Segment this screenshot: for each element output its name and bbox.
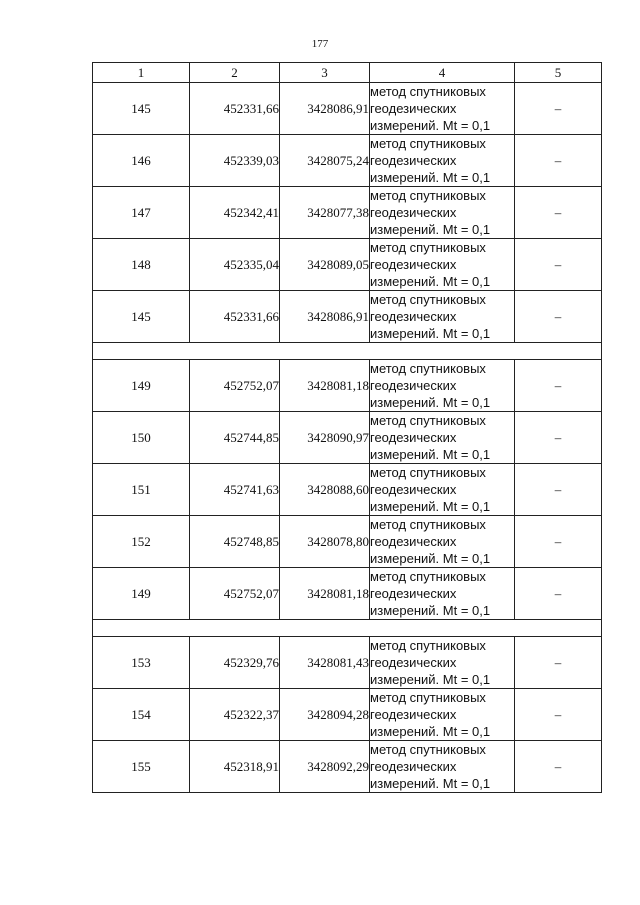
table-row <box>93 464 602 516</box>
point-number-cell: 145 <box>93 291 190 343</box>
method-text-line: измерений. Mt = 0,1 <box>370 603 491 618</box>
point-number-cell: 147 <box>93 187 190 239</box>
table-row <box>93 83 602 135</box>
point-number-cell: 146 <box>93 135 190 187</box>
group-separator-row <box>93 620 602 637</box>
table-body <box>93 83 602 793</box>
group-separator-row <box>93 343 602 360</box>
method-text-line: геодезических <box>370 655 457 670</box>
method-text-line: метод спутниковых <box>370 188 486 203</box>
empty-value-dash-cell: – <box>515 239 602 291</box>
method-text-line: измерений. Mt = 0,1 <box>370 776 491 791</box>
x-coordinate-cell: 452752,07 <box>190 568 280 620</box>
x-coordinate-cell: 452342,41 <box>190 187 280 239</box>
x-coordinate-cell: 452748,85 <box>190 516 280 568</box>
y-coordinate-cell: 3428092,29 <box>280 741 370 793</box>
y-coordinate-cell: 3428077,38 <box>280 187 370 239</box>
method-cell <box>370 291 515 343</box>
point-number-cell: 149 <box>93 568 190 620</box>
empty-value-dash-cell: – <box>515 135 602 187</box>
method-text-line: геодезических <box>370 257 457 272</box>
table-row <box>93 568 602 620</box>
column-header-5: 5 <box>515 63 602 83</box>
method-text-line: измерений. Mt = 0,1 <box>370 499 491 514</box>
table-header-row <box>93 63 602 83</box>
empty-value-dash-cell: – <box>515 568 602 620</box>
x-coordinate-cell: 452322,37 <box>190 689 280 741</box>
x-coordinate-cell: 452329,76 <box>190 637 280 689</box>
table-row <box>93 239 602 291</box>
method-cell <box>370 239 515 291</box>
empty-value-dash-cell: – <box>515 741 602 793</box>
empty-value-dash-cell: – <box>515 516 602 568</box>
y-coordinate-cell: 3428078,80 <box>280 516 370 568</box>
table-row <box>93 689 602 741</box>
method-text-line: метод спутниковых <box>370 240 486 255</box>
empty-value-dash-cell: – <box>515 187 602 239</box>
method-cell <box>370 741 515 793</box>
table-row <box>93 741 602 793</box>
table-row <box>93 187 602 239</box>
x-coordinate-cell: 452335,04 <box>190 239 280 291</box>
method-text-line: метод спутниковых <box>370 84 486 99</box>
method-text-line: метод спутниковых <box>370 569 486 584</box>
point-number-cell: 145 <box>93 83 190 135</box>
point-number-cell: 154 <box>93 689 190 741</box>
y-coordinate-cell: 3428086,91 <box>280 291 370 343</box>
method-cell <box>370 516 515 568</box>
method-text-line: геодезических <box>370 205 457 220</box>
empty-value-dash-cell: – <box>515 464 602 516</box>
column-header-4: 4 <box>370 63 515 83</box>
method-text-line: измерений. Mt = 0,1 <box>370 447 491 462</box>
x-coordinate-cell: 452741,63 <box>190 464 280 516</box>
method-text-line: метод спутниковых <box>370 292 486 307</box>
method-text-line: метод спутниковых <box>370 413 486 428</box>
method-text-line: метод спутниковых <box>370 638 486 653</box>
y-coordinate-cell: 3428086,91 <box>280 83 370 135</box>
method-text-line: измерений. Mt = 0,1 <box>370 395 491 410</box>
method-text-line: измерений. Mt = 0,1 <box>370 222 491 237</box>
x-coordinate-cell: 452331,66 <box>190 291 280 343</box>
method-text-line: геодезических <box>370 759 457 774</box>
method-cell <box>370 412 515 464</box>
group-separator-cell <box>93 343 602 360</box>
column-header-3: 3 <box>280 63 370 83</box>
y-coordinate-cell: 3428088,60 <box>280 464 370 516</box>
method-text-line: геодезических <box>370 378 457 393</box>
method-cell <box>370 568 515 620</box>
method-cell <box>370 637 515 689</box>
method-cell <box>370 360 515 412</box>
method-cell <box>370 83 515 135</box>
table-row <box>93 516 602 568</box>
method-cell <box>370 464 515 516</box>
y-coordinate-cell: 3428090,97 <box>280 412 370 464</box>
method-text-line: метод спутниковых <box>370 742 486 757</box>
method-text-line: геодезических <box>370 309 457 324</box>
method-text-line: метод спутниковых <box>370 136 486 151</box>
column-header-2: 2 <box>190 63 280 83</box>
x-coordinate-cell: 452331,66 <box>190 83 280 135</box>
x-coordinate-cell: 452744,85 <box>190 412 280 464</box>
table-row <box>93 360 602 412</box>
method-text-line: измерений. Mt = 0,1 <box>370 724 491 739</box>
method-text-line: измерений. Mt = 0,1 <box>370 551 491 566</box>
method-text-line: геодезических <box>370 101 457 116</box>
table-row <box>93 412 602 464</box>
page-number: 177 <box>311 38 329 50</box>
method-text-line: метод спутниковых <box>370 517 486 532</box>
table-row <box>93 291 602 343</box>
y-coordinate-cell: 3428094,28 <box>280 689 370 741</box>
coordinates-table <box>92 62 602 793</box>
empty-value-dash-cell: – <box>515 291 602 343</box>
y-coordinate-cell: 3428081,18 <box>280 360 370 412</box>
method-text-line: метод спутниковых <box>370 465 486 480</box>
x-coordinate-cell: 452318,91 <box>190 741 280 793</box>
method-text-line: геодезических <box>370 586 457 601</box>
empty-value-dash-cell: – <box>515 360 602 412</box>
method-text-line: измерений. Mt = 0,1 <box>370 170 491 185</box>
point-number-cell: 152 <box>93 516 190 568</box>
column-header-1: 1 <box>93 63 190 83</box>
y-coordinate-cell: 3428081,18 <box>280 568 370 620</box>
method-text-line: метод спутниковых <box>370 690 486 705</box>
empty-value-dash-cell: – <box>515 637 602 689</box>
method-cell <box>370 187 515 239</box>
table-row <box>93 135 602 187</box>
y-coordinate-cell: 3428075,24 <box>280 135 370 187</box>
x-coordinate-cell: 452339,03 <box>190 135 280 187</box>
method-text-line: геодезических <box>370 534 457 549</box>
method-text-line: геодезических <box>370 153 457 168</box>
method-text-line: геодезических <box>370 707 457 722</box>
point-number-cell: 155 <box>93 741 190 793</box>
y-coordinate-cell: 3428081,43 <box>280 637 370 689</box>
method-text-line: измерений. Mt = 0,1 <box>370 118 491 133</box>
table-row <box>93 637 602 689</box>
method-text-line: геодезических <box>370 430 457 445</box>
x-coordinate-cell: 452752,07 <box>190 360 280 412</box>
empty-value-dash-cell: – <box>515 412 602 464</box>
point-number-cell: 150 <box>93 412 190 464</box>
method-text-line: измерений. Mt = 0,1 <box>370 326 491 341</box>
method-text-line: геодезических <box>370 482 457 497</box>
empty-value-dash-cell: – <box>515 83 602 135</box>
point-number-cell: 148 <box>93 239 190 291</box>
method-cell <box>370 689 515 741</box>
empty-value-dash-cell: – <box>515 689 602 741</box>
method-text-line: измерений. Mt = 0,1 <box>370 672 491 687</box>
method-cell <box>370 135 515 187</box>
point-number-cell: 149 <box>93 360 190 412</box>
point-number-cell: 153 <box>93 637 190 689</box>
method-text-line: измерений. Mt = 0,1 <box>370 274 491 289</box>
y-coordinate-cell: 3428089,05 <box>280 239 370 291</box>
method-text-line: метод спутниковых <box>370 361 486 376</box>
group-separator-cell <box>93 620 602 637</box>
point-number-cell: 151 <box>93 464 190 516</box>
